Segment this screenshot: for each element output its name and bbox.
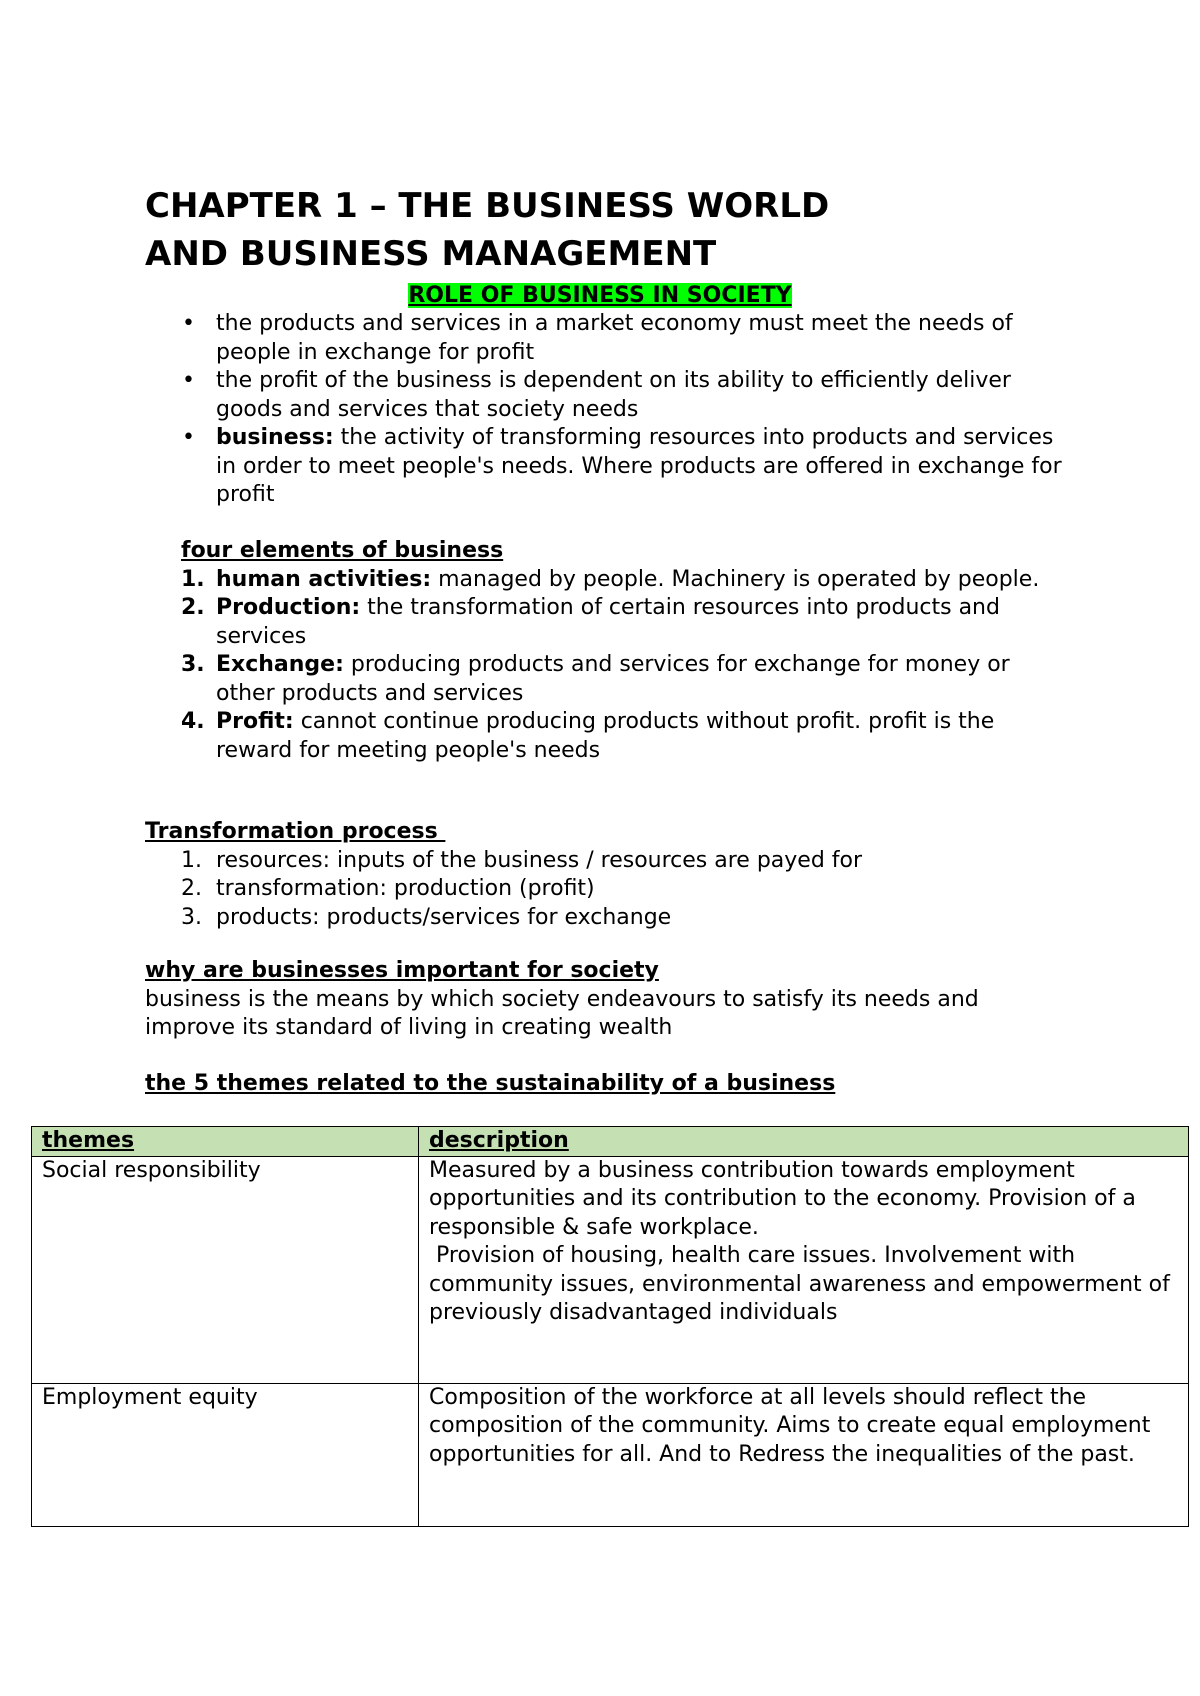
column-header-themes: themes [32, 1127, 419, 1157]
chapter-title-line-1: CHAPTER 1 – THE BUSINESS WORLD [145, 186, 830, 226]
role-bullet-list [145, 310, 1065, 510]
list-item [145, 424, 1065, 510]
list-item [145, 904, 1065, 933]
themes-heading-block [145, 1070, 1065, 1099]
role-heading [0, 282, 1200, 310]
chapter-title [145, 182, 1045, 278]
transformation-section [145, 818, 1065, 932]
element-term: Exchange: [216, 652, 344, 677]
list-item [145, 566, 1065, 595]
transformation-text: resources: inputs of the business / resources are payed for [216, 847, 863, 873]
element-text: cannot continue producing products without profit. profit is the reward for meeting people's needs [216, 709, 995, 763]
themes-heading: the 5 themes related to the sustainability of a business [145, 1071, 836, 1096]
importance-section [145, 957, 1045, 1043]
list-number: 2. [181, 595, 205, 620]
elements-section [145, 537, 1065, 765]
list-item [145, 367, 1065, 424]
element-term: human activities: [216, 566, 432, 592]
description-paragraph: Measured by a business contribution towards employment opportunities and its contribution to the economy. Provision of a responsible & safe workplace. [429, 1157, 1136, 1240]
bullet-text: the activity of transforming resources into products and services in order to meet people's needs. Where products are offered in exchange for profit [216, 425, 1062, 507]
description-paragraph: Provision of housing, health care issues. Involvement with community issues, environmental awareness and empowerment of previously disadvantaged individuals [429, 1243, 1177, 1325]
themes-table [31, 1126, 1189, 1527]
list-item [145, 847, 1065, 876]
description-cell [419, 1383, 1189, 1526]
role-heading-text: ROLE OF BUSINESS IN SOCIETY [408, 283, 792, 308]
list-item [145, 594, 1065, 651]
theme-cell: Social responsibility [32, 1156, 419, 1383]
importance-heading: why are businesses important for society [145, 958, 659, 983]
list-item [145, 310, 1065, 367]
bullet-term: business: [216, 425, 334, 450]
element-text: producing products and services for exchange for money or other products and services [216, 652, 1010, 706]
list-item [145, 708, 1065, 765]
list-number: 1. [181, 847, 202, 873]
bullet-text: the products and services in a market economy must meet the needs of people in exchange for profit [216, 311, 1013, 365]
transformation-heading: Transformation process [145, 819, 446, 844]
list-number: 3. [181, 652, 205, 677]
table-row [32, 1383, 1189, 1526]
table-row [32, 1156, 1189, 1383]
bullet-text: the profit of the business is dependent on its ability to efficiently deliver goods and services that society needs [216, 368, 1011, 422]
table-header-row [32, 1127, 1189, 1157]
bullet-icon: • [182, 311, 195, 336]
bullet-icon: • [182, 368, 195, 393]
list-number: 3. [181, 904, 202, 930]
column-header-description: description [419, 1127, 1189, 1157]
list-number: 2. [181, 876, 202, 901]
element-text: the transformation of certain resources into products and services [216, 595, 1000, 649]
list-item [145, 875, 1065, 904]
transformation-text: transformation: production (profit) [216, 876, 595, 901]
elements-heading: four elements of business [181, 538, 504, 563]
element-term: Production: [216, 595, 361, 620]
description-cell [419, 1156, 1189, 1383]
list-item [145, 651, 1065, 708]
importance-text: business is the means by which society endeavours to satisfy its needs and improve its standard of living in creating wealth [145, 986, 979, 1040]
list-number: 1. [181, 566, 205, 592]
chapter-title-line-2: AND BUSINESS MANAGEMENT [145, 234, 717, 274]
theme-cell: Employment equity [32, 1383, 419, 1526]
transformation-text: products: products/services for exchange [216, 904, 672, 930]
list-number: 4. [181, 709, 205, 734]
element-term: Profit: [216, 709, 294, 734]
description-paragraph: Composition of the workforce at all levels should reflect the composition of the community. Aims to create equal employment opportunities for all. And to Redress the inequalities of the past. [429, 1384, 1151, 1467]
element-text: managed by people. Machinery is operated by people. [431, 566, 1040, 592]
bullet-icon: • [182, 425, 195, 450]
